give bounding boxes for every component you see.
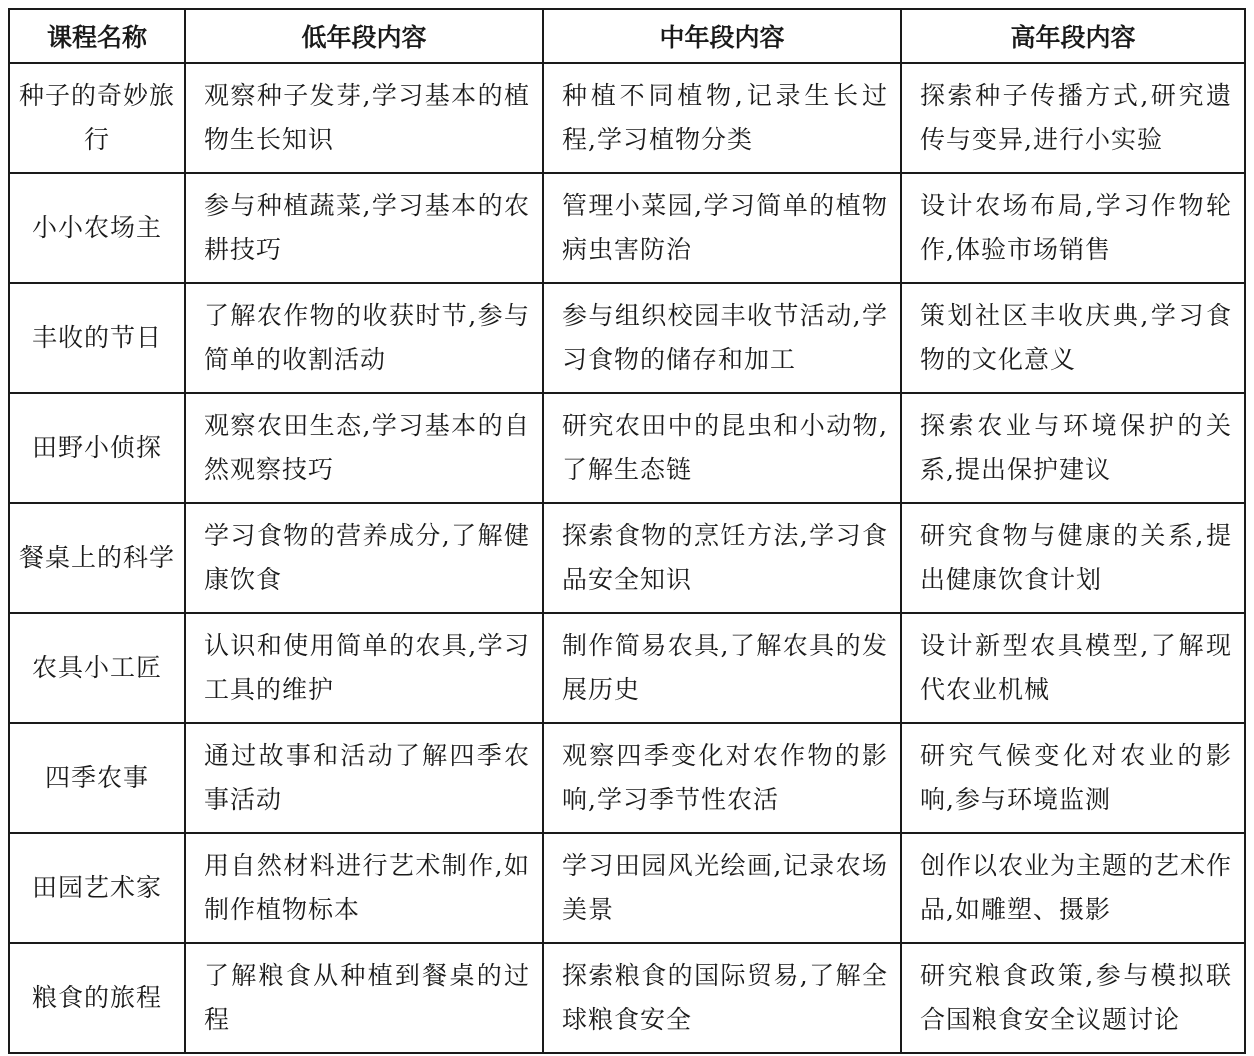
middle-grade-cell: 学习田园风光绘画,记录农场美景 [543, 833, 901, 943]
middle-grade-cell: 研究农田中的昆虫和小动物,了解生态链 [543, 393, 901, 503]
upper-grade-cell: 策划社区丰收庆典,学习食物的文化意义 [901, 283, 1245, 393]
middle-grade-cell: 探索食物的烹饪方法,学习食品安全知识 [543, 503, 901, 613]
middle-grade-cell: 管理小菜园,学习简单的植物病虫害防治 [543, 173, 901, 283]
lower-grade-cell: 观察种子发芽,学习基本的植物生长知识 [185, 63, 543, 173]
lower-grade-cell: 用自然材料进行艺术制作,如制作植物标本 [185, 833, 543, 943]
middle-grade-cell: 观察四季变化对农作物的影响,学习季节性农活 [543, 723, 901, 833]
course-name-cell: 餐桌上的科学 [9, 503, 185, 613]
course-name-cell: 种子的奇妙旅行 [9, 63, 185, 173]
header-lower-grade: 低年段内容 [185, 9, 543, 63]
upper-grade-cell: 研究气候变化对农业的影响,参与环境监测 [901, 723, 1245, 833]
header-middle-grade: 中年段内容 [543, 9, 901, 63]
table-row [9, 833, 1245, 943]
middle-grade-cell: 种植不同植物,记录生长过程,学习植物分类 [543, 63, 901, 173]
upper-grade-cell: 创作以农业为主题的艺术作品,如雕塑、摄影 [901, 833, 1245, 943]
course-name-cell: 小小农场主 [9, 173, 185, 283]
curriculum-table-container [8, 8, 1244, 1048]
table-row [9, 503, 1245, 613]
lower-grade-cell: 参与种植蔬菜,学习基本的农耕技巧 [185, 173, 543, 283]
header-upper-grade: 高年段内容 [901, 9, 1245, 63]
upper-grade-cell: 研究粮食政策,参与模拟联合国粮食安全议题讨论 [901, 943, 1245, 1053]
middle-grade-cell: 探索粮食的国际贸易,了解全球粮食安全 [543, 943, 901, 1053]
curriculum-table [8, 8, 1246, 1054]
table-row [9, 723, 1245, 833]
table-row [9, 613, 1245, 723]
course-name-cell: 丰收的节日 [9, 283, 185, 393]
lower-grade-cell: 认识和使用简单的农具,学习工具的维护 [185, 613, 543, 723]
lower-grade-cell: 了解粮食从种植到餐桌的过程 [185, 943, 543, 1053]
middle-grade-cell: 制作简易农具,了解农具的发展历史 [543, 613, 901, 723]
table-row [9, 393, 1245, 503]
table-row [9, 943, 1245, 1053]
upper-grade-cell: 设计新型农具模型,了解现代农业机械 [901, 613, 1245, 723]
upper-grade-cell: 探索种子传播方式,研究遗传与变异,进行小实验 [901, 63, 1245, 173]
course-name-cell: 四季农事 [9, 723, 185, 833]
upper-grade-cell: 研究食物与健康的关系,提出健康饮食计划 [901, 503, 1245, 613]
table-row [9, 173, 1245, 283]
table-row [9, 63, 1245, 173]
lower-grade-cell: 学习食物的营养成分,了解健康饮食 [185, 503, 543, 613]
middle-grade-cell: 参与组织校园丰收节活动,学习食物的储存和加工 [543, 283, 901, 393]
lower-grade-cell: 了解农作物的收获时节,参与简单的收割活动 [185, 283, 543, 393]
lower-grade-cell: 通过故事和活动了解四季农事活动 [185, 723, 543, 833]
header-course-name: 课程名称 [9, 9, 185, 63]
course-name-cell: 田园艺术家 [9, 833, 185, 943]
table-header-row [9, 9, 1245, 63]
lower-grade-cell: 观察农田生态,学习基本的自然观察技巧 [185, 393, 543, 503]
course-name-cell: 田野小侦探 [9, 393, 185, 503]
table-row [9, 283, 1245, 393]
upper-grade-cell: 探索农业与环境保护的关系,提出保护建议 [901, 393, 1245, 503]
course-name-cell: 农具小工匠 [9, 613, 185, 723]
upper-grade-cell: 设计农场布局,学习作物轮作,体验市场销售 [901, 173, 1245, 283]
course-name-cell: 粮食的旅程 [9, 943, 185, 1053]
